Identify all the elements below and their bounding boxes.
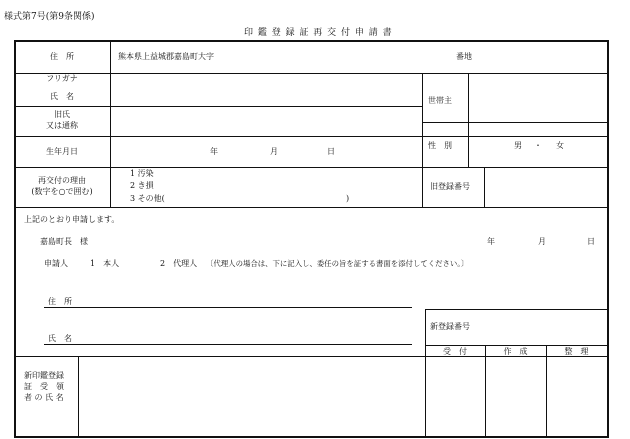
date-day: 日 — [587, 237, 595, 246]
receiver-label-1: 新印鑑登録 — [24, 371, 64, 380]
reason-option-other-close: ) — [346, 194, 350, 203]
date-year: 年 — [487, 237, 495, 246]
form-number: 様式第7号(第9条関係) — [4, 12, 95, 22]
reason-option-damage[interactable]: 2 き損 — [130, 181, 154, 190]
col-manage: 整 理 — [564, 347, 589, 356]
form-title: 印 鑑 登 録 証 再 交 付 申 請 書 — [244, 28, 393, 38]
new-reg-label: 新登録番号 — [430, 322, 470, 331]
old-reg-label: 旧登録番号 — [430, 182, 470, 191]
birth-label: 生年月日 — [46, 147, 78, 156]
address-value[interactable]: 熊本県上益城郡嘉島町大字 — [118, 52, 214, 61]
applicant-agent[interactable]: 2 代理人 — [160, 259, 198, 268]
reason-option-stain[interactable]: 1 汚染 — [130, 169, 154, 178]
birth-year: 年 — [210, 147, 218, 156]
col-receipt: 受 付 — [443, 347, 467, 356]
statement: 上記のとおり申請します。 — [24, 215, 120, 224]
gender-dot: ・ — [534, 141, 542, 150]
former-name-label: 旧氏 — [54, 110, 70, 119]
gender-male[interactable]: 男 — [514, 141, 522, 150]
receiver-label-3: 者 の 氏 名 — [24, 393, 64, 402]
birth-month: 月 — [270, 147, 278, 156]
reason-label: 再交付の理由 — [38, 176, 86, 185]
col-create: 作 成 — [503, 347, 528, 356]
applicant-self[interactable]: 1 本人 — [90, 259, 120, 268]
reason-label-2: (数字を○で囲む) — [31, 187, 93, 196]
address-suffix: 番地 — [456, 52, 472, 61]
receiver-label-2: 証 受 領 — [24, 382, 64, 391]
gender-female[interactable]: 女 — [556, 141, 564, 150]
reason-option-other[interactable]: 3 その他( — [130, 194, 165, 203]
former-name-label-2: 又は通称 — [46, 121, 78, 130]
agent-address-label: 住 所 — [48, 297, 72, 306]
furigana-label: フリガナ — [46, 74, 78, 83]
name-label: 氏 名 — [50, 92, 74, 101]
date-month: 月 — [538, 237, 546, 246]
addressee: 嘉島町長 様 — [40, 237, 88, 246]
gender-label: 性 別 — [428, 141, 452, 150]
household-label: 世帯主 — [428, 96, 452, 105]
birth-day: 日 — [327, 147, 335, 156]
agent-note: 〔代理人の場合は、下に記入し、委任の旨を証する書面を添付してください。〕 — [206, 259, 469, 268]
applicant-label: 申請人 — [44, 259, 68, 268]
address-label: 住 所 — [50, 52, 74, 61]
agent-name-label: 氏 名 — [48, 334, 72, 343]
